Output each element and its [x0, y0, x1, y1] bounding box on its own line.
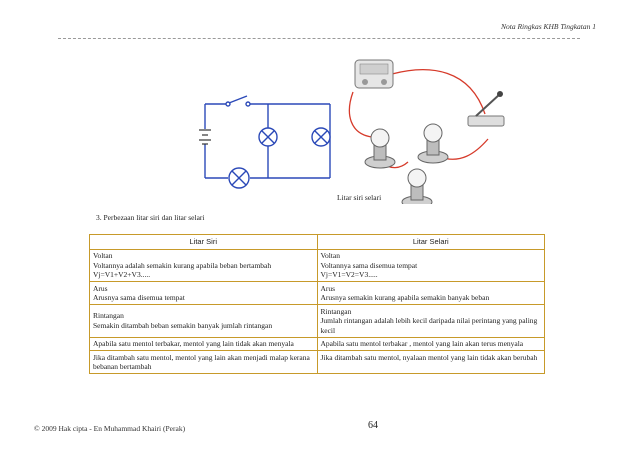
- cell-series: [90, 305, 318, 338]
- cell-line: Voltan: [93, 251, 113, 260]
- cell-line: Arus: [93, 283, 108, 293]
- header-parallel: Litar Selari: [317, 235, 545, 250]
- battery-icon: [199, 130, 211, 144]
- apparatus-illustration: [349, 60, 504, 204]
- cell-line: Apabila satu mentol terbakar , mentol yang lain akan terus menyala: [320, 339, 524, 348]
- cell-line: Vj=V1+V2+V3.....: [93, 270, 151, 279]
- header-note: Nota Ringkas KHB Tingkatan 1: [500, 22, 596, 31]
- circuit-figure: [0, 44, 638, 204]
- cell-line: Voltannya adalah semakin kurang apabila beban bertambah: [93, 260, 272, 270]
- header-rule: [58, 38, 580, 39]
- cell-line: Arusnya sama disemua tempat: [93, 293, 185, 302]
- header-series: Litar Siri: [90, 235, 318, 250]
- section-heading: 3. Perbezaan litar siri dan litar selari: [96, 213, 205, 222]
- cell-parallel: [317, 351, 545, 374]
- footer-copyright: © 2009 Hak cipta - En Muhammad Khairi (Perak): [34, 424, 186, 433]
- cell-parallel: [317, 305, 545, 338]
- cell-line: Apabila satu mentol terbakar, mentol yang lain tidak akan menyala: [93, 339, 294, 348]
- figure-caption: Litar siri selari: [337, 193, 382, 202]
- cell-line: Voltannya sama disemua tempat: [320, 260, 418, 270]
- bulb-icon-2: [418, 124, 448, 163]
- cell-line: Jumlah rintangan adalah lebih kecil daripada nilai perintang yang paling kecil: [320, 316, 538, 335]
- table-row: [90, 351, 545, 374]
- cell-series: [90, 282, 318, 305]
- cell-line: Arus: [320, 283, 336, 293]
- cell-line: Rintangan: [320, 306, 352, 316]
- cell-line: Arusnya semakin kurang apabila semakin banyak beban: [320, 293, 490, 302]
- table-row: [90, 249, 545, 282]
- page-number: 64: [368, 420, 378, 431]
- table-header-row: [90, 235, 545, 250]
- cell-line: Jika ditambah satu mentol, nyalaan mentol yang lain tidak akan berubah: [320, 352, 538, 362]
- switch-icon: [468, 91, 504, 126]
- cell-parallel: [317, 282, 545, 305]
- cell-series: [90, 249, 318, 282]
- cell-series: [90, 337, 318, 351]
- table-row: [90, 305, 545, 338]
- table-row: [90, 282, 545, 305]
- comparison-table: [89, 234, 545, 374]
- bulb-icon-3: [402, 169, 432, 204]
- circuit-schematic: [205, 96, 330, 188]
- bulb-icon-1: [365, 129, 395, 168]
- cell-line: Jika ditambah satu mentol, mentol yang lain akan menjadi malap kerana bebanan bertambah: [93, 352, 310, 371]
- cell-line: Rintangan: [93, 311, 124, 321]
- cell-line: Vj=V1=V2=V3.....: [320, 270, 378, 279]
- battery-holder-icon: [355, 60, 393, 88]
- table-row: [90, 337, 545, 351]
- cell-parallel: [317, 249, 545, 282]
- cell-line: Semakin ditambah beban semakin banyak jumlah rintangan: [93, 320, 273, 330]
- cell-series: [90, 351, 318, 374]
- cell-parallel: [317, 337, 545, 351]
- cell-line: Voltan: [320, 251, 340, 260]
